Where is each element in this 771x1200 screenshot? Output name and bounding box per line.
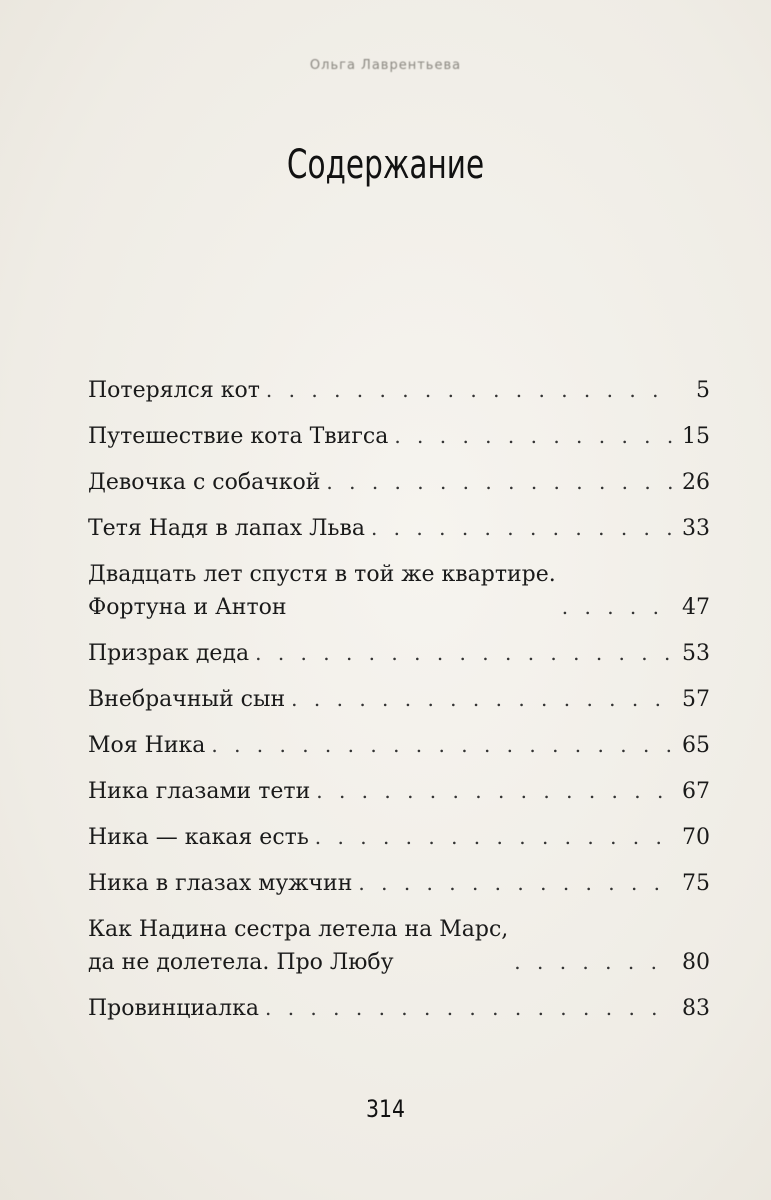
toc-entry — [88, 913, 710, 979]
toc-entry-title-line1: Как Надина сестра летела на Марс, — [88, 917, 509, 942]
toc-entry-page: 67 — [682, 779, 710, 804]
toc-entry-page: 57 — [682, 687, 710, 712]
toc-entry — [88, 867, 710, 900]
toc-entry-title: Девочка с собачкой — [88, 470, 321, 495]
toc-entry-page: 70 — [682, 825, 710, 850]
toc-entry — [88, 821, 710, 854]
toc-entry — [88, 466, 710, 499]
toc-entry-title: Провинциалка — [88, 996, 259, 1021]
toc-entry-page: 53 — [682, 641, 710, 666]
dot-leader — [562, 597, 674, 617]
toc-entry-page: 80 — [682, 950, 710, 975]
dot-leader — [265, 998, 674, 1018]
dot-leader — [291, 689, 674, 709]
toc-entry-title: Моя Ника — [88, 733, 206, 758]
toc-entry-title: Ника в глазах мужчин — [88, 871, 353, 896]
toc-entry-title: Тетя Надя в лапах Льва — [88, 516, 365, 541]
dot-leader — [266, 380, 674, 400]
toc-entry — [88, 420, 710, 453]
toc-entry — [88, 683, 710, 716]
dot-leader — [358, 873, 674, 893]
toc-entry-page: 47 — [682, 595, 710, 620]
toc-entry-title: Ника — какая есть — [88, 825, 309, 850]
toc-entry-page: 75 — [682, 871, 710, 896]
toc-entry — [88, 558, 710, 624]
dot-leader — [371, 518, 674, 538]
toc-entry-page: 83 — [682, 996, 710, 1021]
toc-entry-page: 5 — [696, 378, 710, 403]
toc-entry-page: 65 — [682, 733, 710, 758]
toc-entry-title: Призрак деда — [88, 641, 250, 666]
toc-entry-page: 15 — [682, 424, 710, 449]
toc-entry — [88, 512, 710, 545]
toc-entry-page: 26 — [682, 470, 710, 495]
toc-entry-title: Потерялся кот — [88, 378, 260, 403]
table-of-contents — [88, 374, 710, 1038]
toc-entry-title-line1: Двадцать лет спустя в той же квартире. — [88, 562, 556, 587]
dot-leader — [316, 781, 674, 801]
dot-leader — [255, 643, 674, 663]
toc-entry — [88, 775, 710, 808]
dot-leader — [394, 426, 674, 446]
toc-entry — [88, 992, 710, 1025]
toc-entry — [88, 374, 710, 407]
page-title: Содержание — [286, 142, 485, 188]
dot-leader — [514, 952, 674, 972]
toc-entry-title: Ника глазами тети — [88, 779, 311, 804]
dot-leader — [211, 735, 674, 755]
toc-entry — [88, 729, 710, 762]
toc-entry-title: да не долетела. Про Любу — [88, 950, 394, 975]
toc-entry — [88, 637, 710, 670]
toc-entry-title: Фортуна и Антон — [88, 595, 287, 620]
toc-entry-page: 33 — [682, 516, 710, 541]
page-number: 314 — [366, 1095, 405, 1123]
dot-leader — [315, 827, 674, 847]
dot-leader — [326, 472, 674, 492]
toc-entry-title: Внебрачный сын — [88, 687, 286, 712]
toc-entry-title: Путешествие кота Твигса — [88, 424, 389, 449]
running-head: Ольга Лаврентьева — [309, 58, 462, 73]
